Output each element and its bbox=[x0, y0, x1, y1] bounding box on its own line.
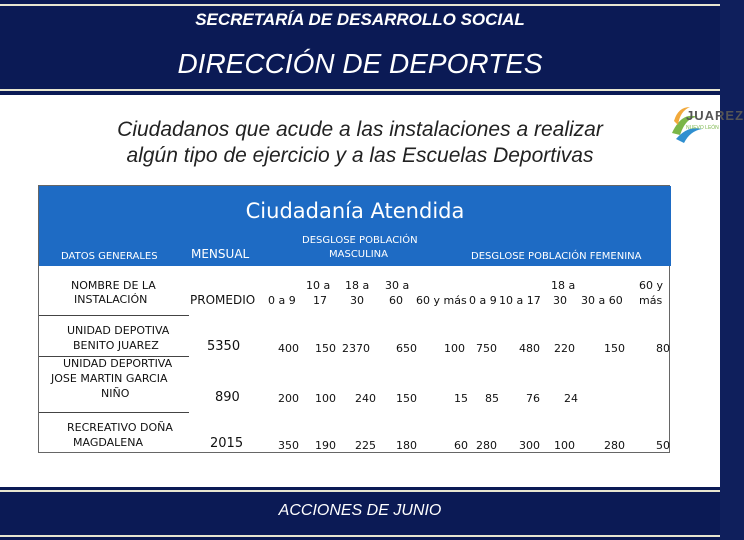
row3-v: 280 bbox=[476, 439, 497, 452]
row1-v: 150 bbox=[315, 342, 336, 355]
row3-v: 225 bbox=[355, 439, 376, 452]
row3-name-1: RECREATIVO DOÑA bbox=[67, 421, 173, 434]
row3-v: 300 bbox=[519, 439, 540, 452]
m-60ymas: 60 y más bbox=[416, 294, 467, 307]
nombre-instalacion-line-2: INSTALACIÓN bbox=[74, 293, 148, 306]
col-femenina: DESGLOSE POBLACIÓN FEMENINA bbox=[471, 251, 642, 262]
row2-v: 200 bbox=[278, 392, 299, 405]
subtitle-line-2: algún tipo de ejercicio y a las Escuelas Deportivas bbox=[126, 144, 594, 167]
col-masculina-line-2: MASCULINA bbox=[329, 249, 388, 260]
acciones-label: ACCIONES DE JUNIO bbox=[278, 502, 442, 519]
row-separator bbox=[39, 315, 189, 316]
row2-v: 100 bbox=[315, 392, 336, 405]
col-datos-generales: DATOS GENERALES bbox=[61, 251, 158, 262]
secretaria-title: SECRETARÍA DE DESARROLLO SOCIAL bbox=[195, 10, 525, 29]
row1-promedio: 5350 bbox=[207, 339, 241, 354]
row3-v: 280 bbox=[604, 439, 625, 452]
row2-name-2: JOSE MARTIN GARCIA bbox=[51, 372, 168, 385]
logo-name: JUAREZ bbox=[686, 108, 744, 123]
row2-v: 24 bbox=[564, 392, 578, 405]
subtitle bbox=[0, 117, 720, 169]
f-18a30-line-1: 18 a bbox=[551, 279, 576, 292]
header-stripe-bottom bbox=[0, 89, 720, 91]
m-30a60-line-2: 60 bbox=[389, 294, 403, 307]
header-stripe-top bbox=[0, 4, 720, 6]
m-30a60-line-1: 30 a bbox=[385, 279, 410, 292]
subtitle-line-1: Ciudadanos que acude a las instalaciones a realizar bbox=[117, 118, 603, 141]
col-mensual: MENSUAL bbox=[191, 247, 250, 261]
row3-promedio: 2015 bbox=[210, 436, 244, 451]
row1-v: 2370 bbox=[342, 342, 370, 355]
row2-promedio: 890 bbox=[215, 390, 240, 405]
ciudadania-table bbox=[38, 185, 670, 453]
row1-name-2: BENITO JUAREZ bbox=[73, 339, 159, 352]
row2-name-1: UNIDAD DEPORTIVA bbox=[63, 357, 173, 370]
f-60ymas-line-2: más bbox=[639, 294, 663, 307]
row1-v: 150 bbox=[604, 342, 625, 355]
logo-sub: NUEVO LEÓN bbox=[686, 125, 719, 131]
table-grid bbox=[39, 186, 671, 454]
row1-v: 650 bbox=[396, 342, 417, 355]
row1-name-1: UNIDAD DEPOTIVA bbox=[67, 324, 170, 337]
row2-v: 150 bbox=[396, 392, 417, 405]
row1-v: 80 bbox=[656, 342, 670, 355]
row1-v: 480 bbox=[519, 342, 540, 355]
f-30a60: 30 a 60 bbox=[581, 294, 623, 307]
direccion-title: DIRECCIÓN DE DEPORTES bbox=[177, 48, 543, 79]
row1-v: 100 bbox=[444, 342, 465, 355]
m-10a17-line-1: 10 a bbox=[306, 279, 331, 292]
row3-v: 190 bbox=[315, 439, 336, 452]
row1-v: 400 bbox=[278, 342, 299, 355]
nombre-instalacion-line-1: NOMBRE DE LA bbox=[71, 279, 156, 292]
footer-stripe-top bbox=[0, 490, 720, 492]
row3-v: 60 bbox=[454, 439, 468, 452]
m-18a30-line-1: 18 a bbox=[345, 279, 370, 292]
promedio-header: PROMEDIO bbox=[190, 293, 256, 307]
m-18a30-line-2: 30 bbox=[350, 294, 364, 307]
row-separator bbox=[39, 412, 189, 413]
row2-name-3: NIÑO bbox=[101, 387, 130, 400]
row2-v: 85 bbox=[485, 392, 499, 405]
row2-v: 15 bbox=[454, 392, 468, 405]
row3-v: 100 bbox=[554, 439, 575, 452]
row3-v: 350 bbox=[278, 439, 299, 452]
row3-name-2: MAGDALENA bbox=[73, 436, 143, 449]
row2-v: 76 bbox=[526, 392, 540, 405]
m-10a17-line-2: 17 bbox=[313, 294, 327, 307]
f-18a30-line-2: 30 bbox=[553, 294, 567, 307]
row3-v: 50 bbox=[656, 439, 670, 452]
f-10a17: 10 a 17 bbox=[499, 294, 541, 307]
f-60ymas-line-1: 60 y bbox=[639, 279, 664, 292]
row1-v: 220 bbox=[554, 342, 575, 355]
row1-v: 750 bbox=[476, 342, 497, 355]
table-title: Ciudadanía Atendida bbox=[245, 199, 465, 223]
m-0a9: 0 a 9 bbox=[268, 294, 296, 307]
col-masculina-line-1: DESGLOSE POBLACIÓN bbox=[302, 235, 418, 246]
footer-stripe-bottom bbox=[0, 535, 720, 537]
f-0a9: 0 a 9 bbox=[469, 294, 497, 307]
row3-v: 180 bbox=[396, 439, 417, 452]
row2-v: 240 bbox=[355, 392, 376, 405]
